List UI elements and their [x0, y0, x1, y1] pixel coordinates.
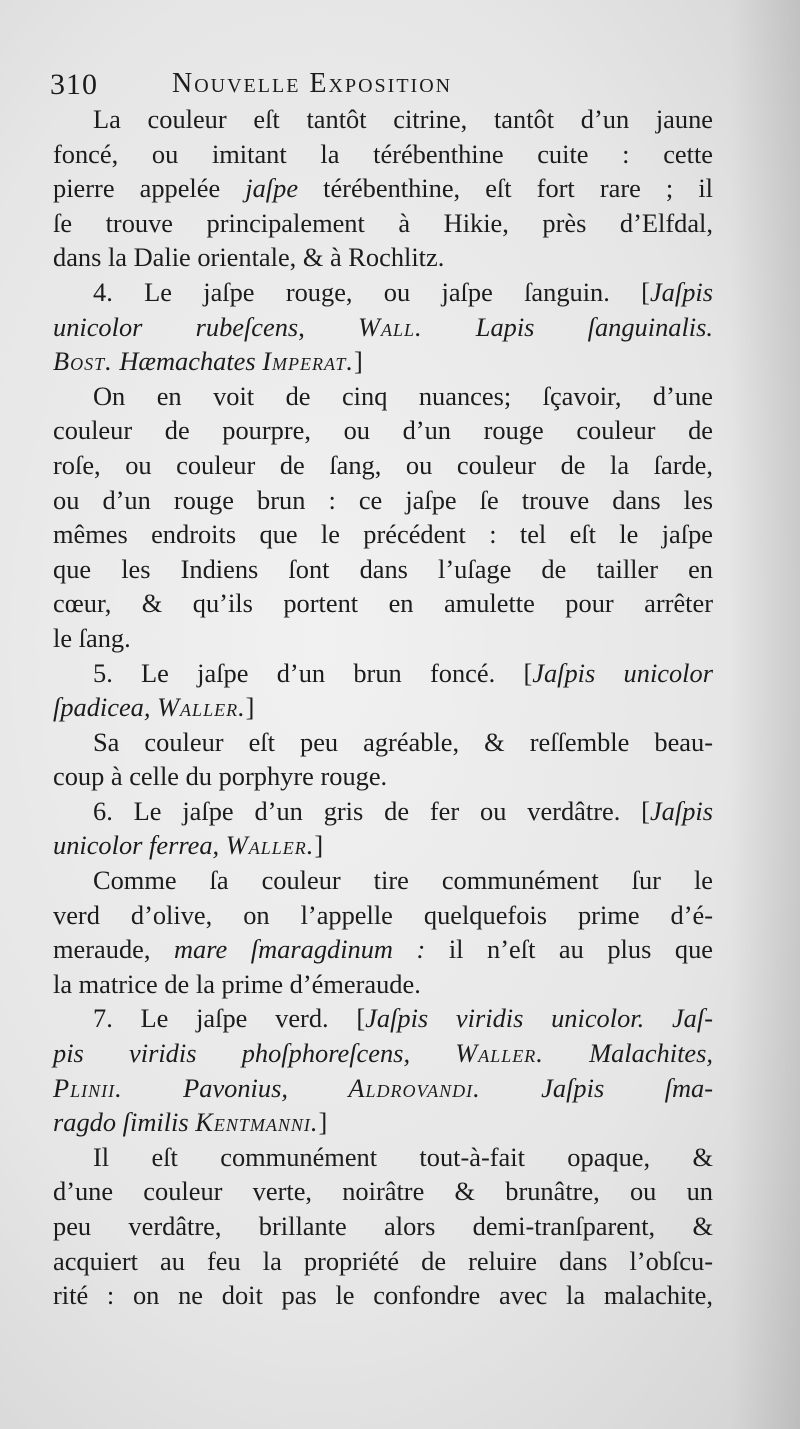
text-line: ragdo ſimilis Kentmanni.] [53, 1107, 328, 1138]
text-line: dans la Dalie orientale, & à Rochlitz. [53, 242, 445, 273]
text-line: On en voit de cinq nuances; ſçavoir, d’une [93, 380, 713, 411]
text-line: rité : on ne doit pas le confondre avec la malachite, [53, 1280, 713, 1311]
text-line: Bost. Hæmachates Imperat.] [53, 346, 363, 377]
text-line: roſe, ou couleur de ſang, ou couleur de la ſarde, [53, 449, 713, 480]
text-line: couleur de pourpre, ou d’un rouge couleur de [53, 415, 713, 446]
text-line: pis viridis phoſphoreſcens, Waller. Malachites, [53, 1038, 713, 1069]
text-line: 6. Le jaſpe d’un gris de fer ou verdâtre. [Jaſpis [93, 795, 713, 826]
text-line: unicolor rubeſcens, Wall. Lapis ſanguinalis. [53, 311, 713, 342]
text-line: que les Indiens ſont dans l’uſage de tailler en [53, 553, 713, 584]
text-line: Il eſt communément tout-à-fait opaque, & [93, 1141, 713, 1172]
text-line: acquiert au feu la propriété de reluire dans l’obſcu- [53, 1245, 713, 1276]
text-line: pierre appelée jaſpe térébenthine, eſt fort rare ; il [53, 173, 713, 204]
text-line: ſpadicea, Waller.] [53, 692, 255, 723]
text-line: mêmes endroits que le précédent : tel eſt le jaſpe [53, 519, 713, 550]
text-line: 7. Le jaſpe verd. [Jaſpis viridis unicolor. Jaſ- [93, 1003, 713, 1034]
text-line: Sa couleur eſt peu agréable, & reſſemble beau- [93, 726, 713, 757]
text-line: le ſang. [53, 622, 131, 653]
running-header [50, 66, 750, 106]
text-line: coup à celle du porphyre rouge. [53, 761, 388, 792]
text-line: cœur, & qu’ils portent en amulette pour arrêter [53, 588, 713, 619]
text-line: 4. Le jaſpe rouge, ou jaſpe ſanguin. [Jaſpis [93, 276, 713, 307]
text-line: d’une couleur verte, noirâtre & brunâtre, ou un [53, 1176, 713, 1207]
text-line: Comme ſa couleur tire communément ſur le [93, 865, 713, 896]
text-line: 5. Le jaſpe d’un brun foncé. [Jaſpis unicolor [93, 657, 713, 688]
text-line: la matrice de la prime d’émeraude. [53, 968, 421, 999]
text-line: ou d’un rouge brun : ce jaſpe ſe trouve dans les [53, 484, 713, 515]
text-line: foncé, ou imitant la térébenthine cuite : cette [53, 138, 713, 169]
text-line: verd d’olive, on l’appelle quelquefois prime d’é- [53, 899, 713, 930]
body-text [53, 102, 713, 1313]
text-line: meraude, mare ſmaragdinum : il n’eſt au plus que [53, 934, 713, 965]
running-title: Nouvelle Exposition [172, 68, 453, 99]
page-number: 310 [50, 68, 98, 101]
text-line: Plinii. Pavonius, Aldrovandi. Jaſpis ſma- [53, 1072, 714, 1103]
text-line: La couleur eſt tantôt citrine, tantôt d’un jaune [93, 104, 713, 134]
text-line: ſe trouve principalement à Hikie, près d’Elfdal, [53, 207, 713, 238]
text-line: unicolor ferrea, Waller.] [53, 830, 324, 861]
text-line: peu verdâtre, brillante alors demi-tranſparent, & [53, 1211, 713, 1241]
